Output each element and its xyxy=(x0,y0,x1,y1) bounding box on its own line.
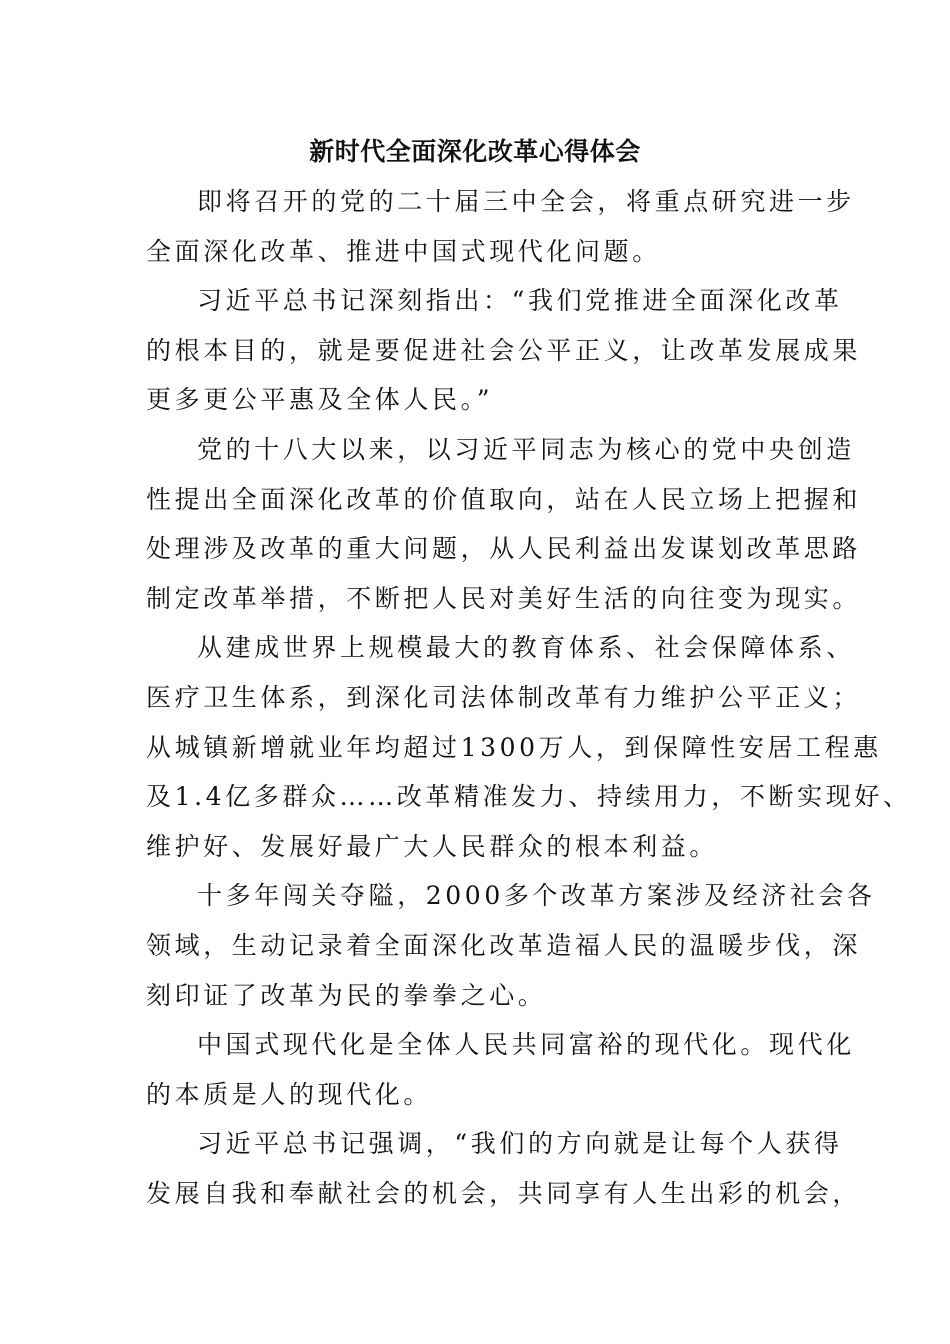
paragraph-line: 从建成世界上规模最大的教育体系、社会保障体系、 xyxy=(197,633,855,663)
paragraph-line: 维护好、发展好最广大人民群众的根本利益。 xyxy=(146,831,719,861)
paragraph-line: 发展自我和奉献社会的机会，共同享有人生出彩的机会， xyxy=(146,1178,862,1208)
paragraph-line: 从城镇新增就业年均超过1300万人，到保障性安居工程惠 xyxy=(146,732,882,762)
paragraph-line: 党的十八大以来，以习近平同志为核心的党中央创造 xyxy=(197,434,855,464)
paragraph-line: 处理涉及改革的重大问题，从人民利益出发谋划改革思路 xyxy=(146,534,862,564)
paragraph-line: 十多年闯关夺隘，2000多个改革方案涉及经济社会各 xyxy=(197,881,876,911)
document-title: 新时代全面深化改革心得体会 xyxy=(309,137,641,166)
paragraph-line: 中国式现代化是全体人民共同富裕的现代化。现代化 xyxy=(197,1030,855,1060)
paragraph-line: 的本质是人的现代化。 xyxy=(146,1079,433,1109)
paragraph-line: 性提出全面深化改革的价值取向，站在人民立场上把握和 xyxy=(146,484,862,514)
paragraph-line: 医疗卫生体系，到深化司法体制改革有力维护公平正义； xyxy=(146,682,862,712)
document-body xyxy=(146,180,912,1221)
paragraph-line: 制定改革举措，不断把人民对美好生活的向往变为现实。 xyxy=(146,583,862,613)
paragraph-line: 更多更公平惠及全体人民。” xyxy=(146,385,494,415)
paragraph-line: 全面深化改革、推进中国式现代化问题。 xyxy=(146,236,661,266)
paragraph-line: 及1.4亿多群众……改革精准发力、持续用力，不断实现好、 xyxy=(146,782,912,812)
paragraph-line: 的根本目的，就是要促进社会公平正义，让改革发展成果 xyxy=(146,335,862,365)
paragraph-line: 习近平总书记强调，“我们的方向就是让每个人获得 xyxy=(197,1129,843,1159)
paragraph-line: 习近平总书记深刻指出：“我们党推进全面深化改革 xyxy=(197,286,843,316)
paragraph-line: 即将召开的党的二十届三中全会，将重点研究进一步 xyxy=(197,187,855,216)
paragraph-line: 刻印证了改革为民的拳拳之心。 xyxy=(146,980,547,1010)
paragraph-line: 领域，生动记录着全面深化改革造福人民的温暖步伐，深 xyxy=(146,930,862,960)
